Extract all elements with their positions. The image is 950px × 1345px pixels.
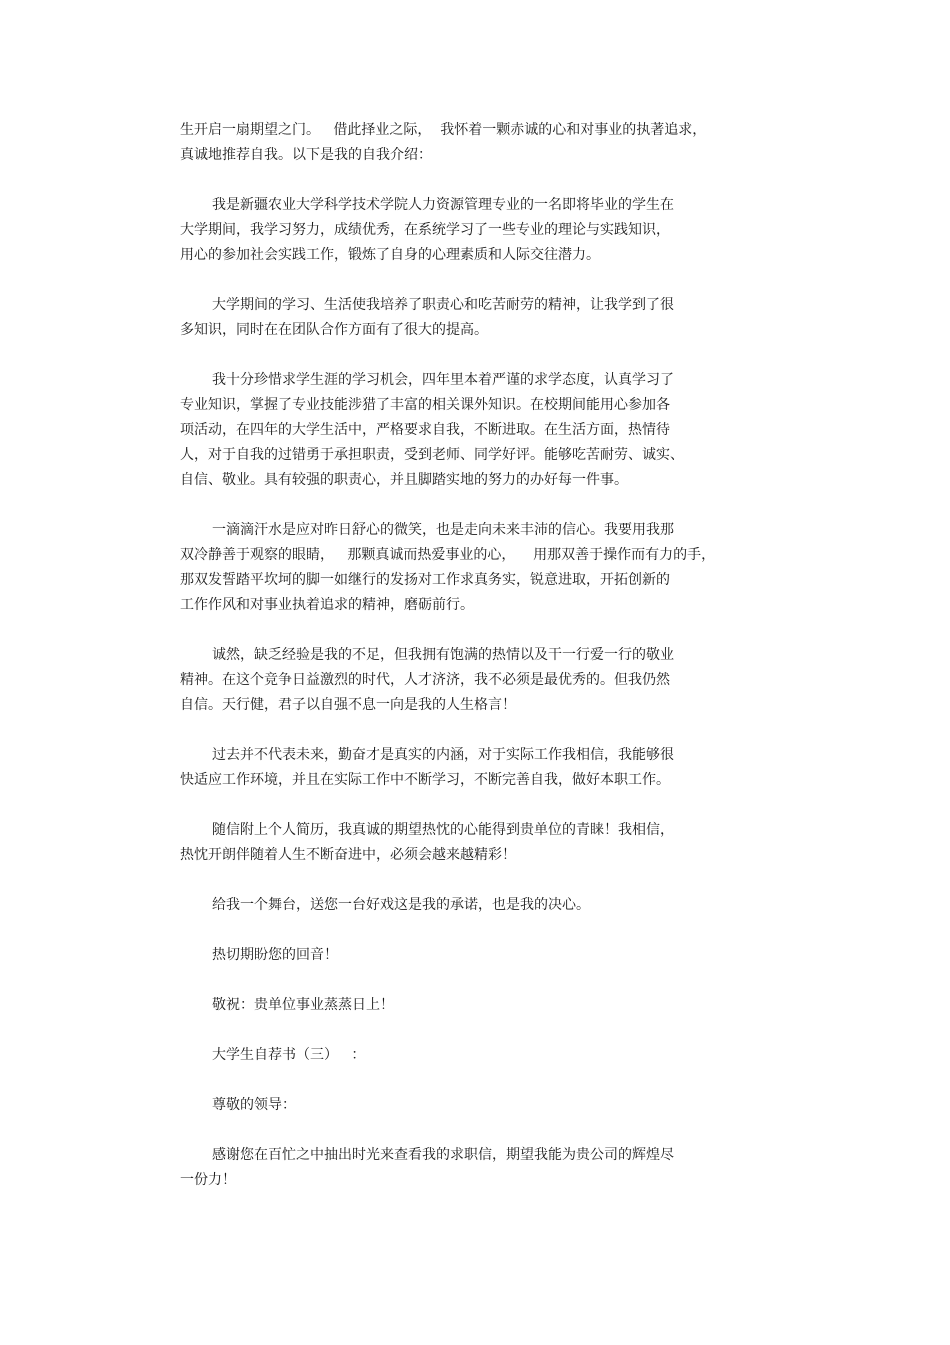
text-line: 随信附上个人简历，我真诚的期望热忱的心能得到贵单位的青睐！我相信， [212, 822, 674, 838]
text-line: 一份力！ [180, 1172, 236, 1188]
salutation: 尊敬的领导： [212, 1097, 296, 1113]
text-line: 精神。在这个竞争日益激烈的时代，人才济济，我不必须是最优秀的。但我仍然 [180, 672, 670, 688]
text-line: 项活动，在四年的大学生活中，严格要求自我，不断进取。在生活方面，热情待 [180, 422, 670, 438]
text-line: 快适应工作环境，并且在实际工作中不断学习，不断完善自我，做好本职工作。 [180, 772, 670, 788]
text-line: 生开启一扇期望之门。 借此择业之际， 我怀着一颗赤诚的心和对事业的执著追求， [180, 122, 707, 138]
text-line: 工作作风和对事业执着追求的精神，磨砺前行。 [180, 597, 474, 613]
text-line: 人，对于自我的过错勇于承担职责，受到老师、同学好评。能够吃苦耐劳、诚实、 [180, 447, 684, 463]
text-line: 我十分珍惜求学生涯的学习机会，四年里本着严谨的求学态度，认真学习了 [212, 372, 674, 388]
text-line: 热切期盼您的回音！ [212, 947, 338, 963]
text-line: 自信。天行健，君子以自强不息一向是我的人生格言！ [180, 697, 516, 713]
text-line: 用心的参加社会实践工作，锻炼了自身的心理素质和人际交往潜力。 [180, 247, 600, 263]
text-line: 感谢您在百忙之中抽出时光来查看我的求职信，期望我能为贵公司的辉煌尽 [212, 1147, 674, 1163]
section-heading: 大学生自荐书（三） ： [212, 1047, 366, 1063]
text-line: 大学期间的学习、生活使我培养了职责心和吃苦耐劳的精神，让我学到了很 [212, 297, 674, 313]
text-line: 诚然，缺乏经验是我的不足，但我拥有饱满的热情以及干一行爱一行的敬业 [212, 647, 674, 663]
text-line: 给我一个舞台，送您一台好戏这是我的承诺，也是我的决心。 [212, 897, 590, 913]
text-line: 多知识，同时在在团队合作方面有了很大的提高。 [180, 322, 488, 338]
text-line: 大学期间，我学习努力，成绩优秀，在系统学习了一些专业的理论与实践知识， [180, 222, 670, 238]
text-line: 真诚地推荐自我。以下是我的自我介绍： [180, 147, 432, 163]
text-line: 热忱开朗伴随着人生不断奋进中，必须会越来越精彩！ [180, 847, 516, 863]
text-line: 那双发誓踏平坎坷的脚一如继行的发扬对工作求真务实，锐意进取，开拓创新的 [180, 572, 670, 588]
text-line: 过去并不代表未来，勤奋才是真实的内涵，对于实际工作我相信，我能够很 [212, 747, 674, 763]
text-line: 专业知识，掌握了专业技能涉猎了丰富的相关课外知识。在校期间能用心参加各 [180, 397, 670, 413]
text-line: 敬祝：贵单位事业蒸蒸日上！ [212, 997, 394, 1013]
text-line: 我是新疆农业大学科学技术学院人力资源管理专业的一名即将毕业的学生在 [212, 197, 674, 213]
text-line: 双冷静善于观察的眼睛， 那颗真诚而热爱事业的心， 用那双善于操作而有力的手， [180, 547, 716, 563]
text-line: 一滴滴汗水是应对昨日舒心的微笑，也是走向未来丰沛的信心。我要用我那 [212, 522, 674, 538]
text-line: 自信、敬业。具有较强的职责心，并且脚踏实地的努力的办好每一件事。 [180, 472, 628, 488]
